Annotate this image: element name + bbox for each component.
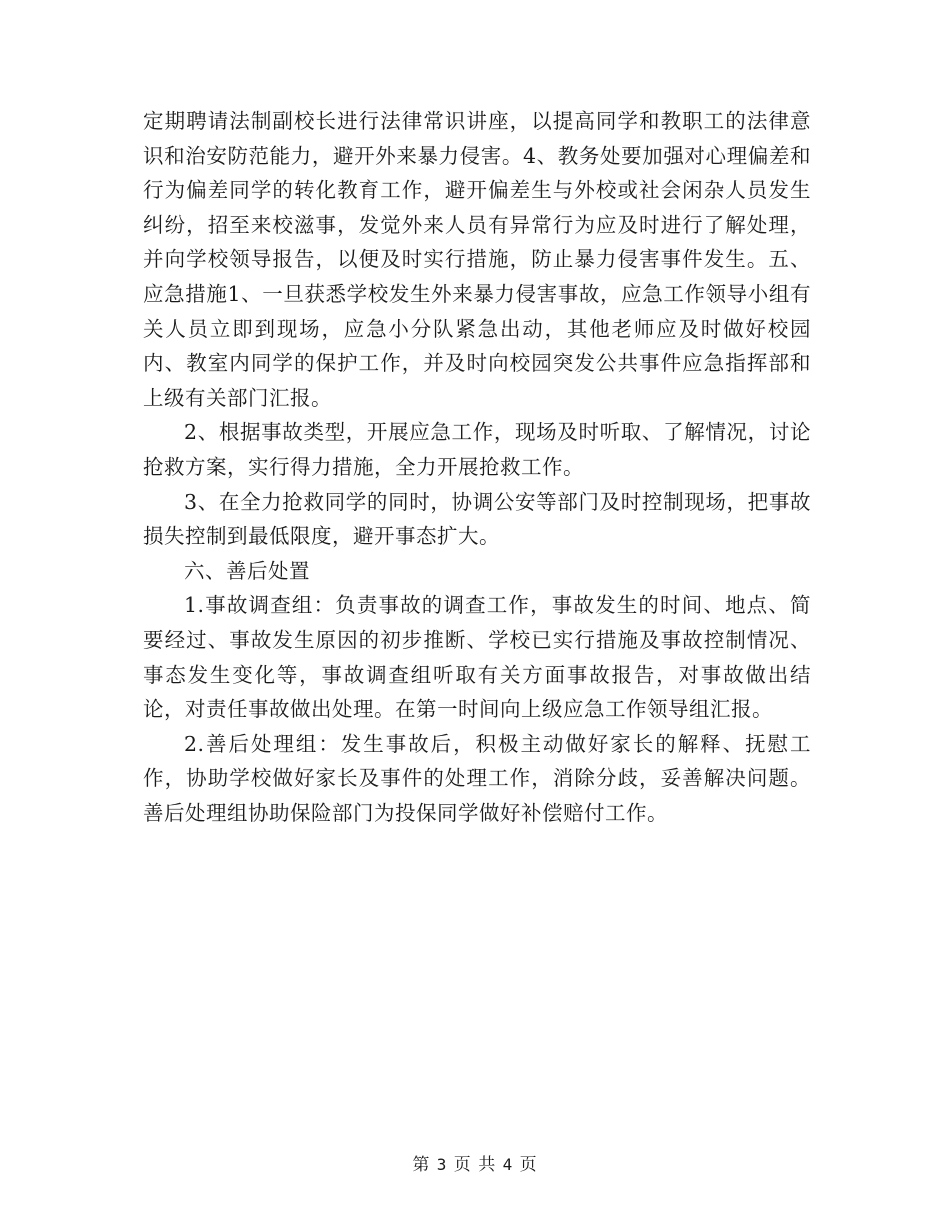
paragraph-step-3: 3、在全力抢救同学的同时，协调公安等部门及时控制现场，把事故损失控制到最低限度，避开事态扩大。 — [143, 489, 811, 549]
footer-prefix: 第 — [412, 1155, 431, 1175]
current-page-number: 3 — [436, 1155, 448, 1174]
paragraph-investigation-group: 1.事故调查组：负责事故的调查工作，事故发生的时间、地点、简要经过、事故发生原因的初步推断、学校已实行措施及事故控制情况、事态发生变化等，事故调查组听取有关方面事故报告，对事故做出结论，对责任事故做出处理。在第一时间向上级应急工作领导组汇报。 — [143, 593, 811, 722]
paragraph-step-2: 2、根据事故类型，开展应急工作，现场及时听取、了解情况，讨论抢救方案，实行得力措施，全力开展抢救工作。 — [143, 420, 811, 479]
paragraph-continued: 定期聘请法制副校长进行法律常识讲座，以提高同学和教职工的法律意识和治安防范能力，避开外来暴力侵害。4、教务处要加强对心理偏差和行为偏差同学的转化教育工作，避开偏差生与外校或社会闲杂人员发生纠纷，招至来校滋事，发觉外来人员有异常行为应及时进行了解处理，并向学校领导报告，以便及时实行措施，防止暴力侵害事件发生。五、应急措施1、一旦获悉学校发生外来暴力侵害事故，应急工作领导小组有关人员立即到现场，应急小分队紧急出动，其他老师应及时做好校园内、教室内同学的保护工作，并及时向校园突发公共事件应急指挥部和上级有关部门汇报。 — [143, 109, 811, 410]
page-footer — [0, 1154, 950, 1176]
paragraph-aftermath-group: 2.善后处理组：发生事故后，积极主动做好家长的解释、抚慰工作，协助学校做好家长及事件的处理工作，消除分歧，妥善解决问题。善后处理组协助保险部门为投保同学做好补偿赔付工作。 — [143, 731, 811, 825]
total-pages-number: 4 — [502, 1155, 514, 1174]
document-body — [143, 104, 811, 830]
section-heading-aftermath: 六、善后处置 — [184, 558, 310, 583]
footer-suffix: 页 — [519, 1155, 538, 1175]
footer-middle: 页 共 — [453, 1155, 497, 1175]
